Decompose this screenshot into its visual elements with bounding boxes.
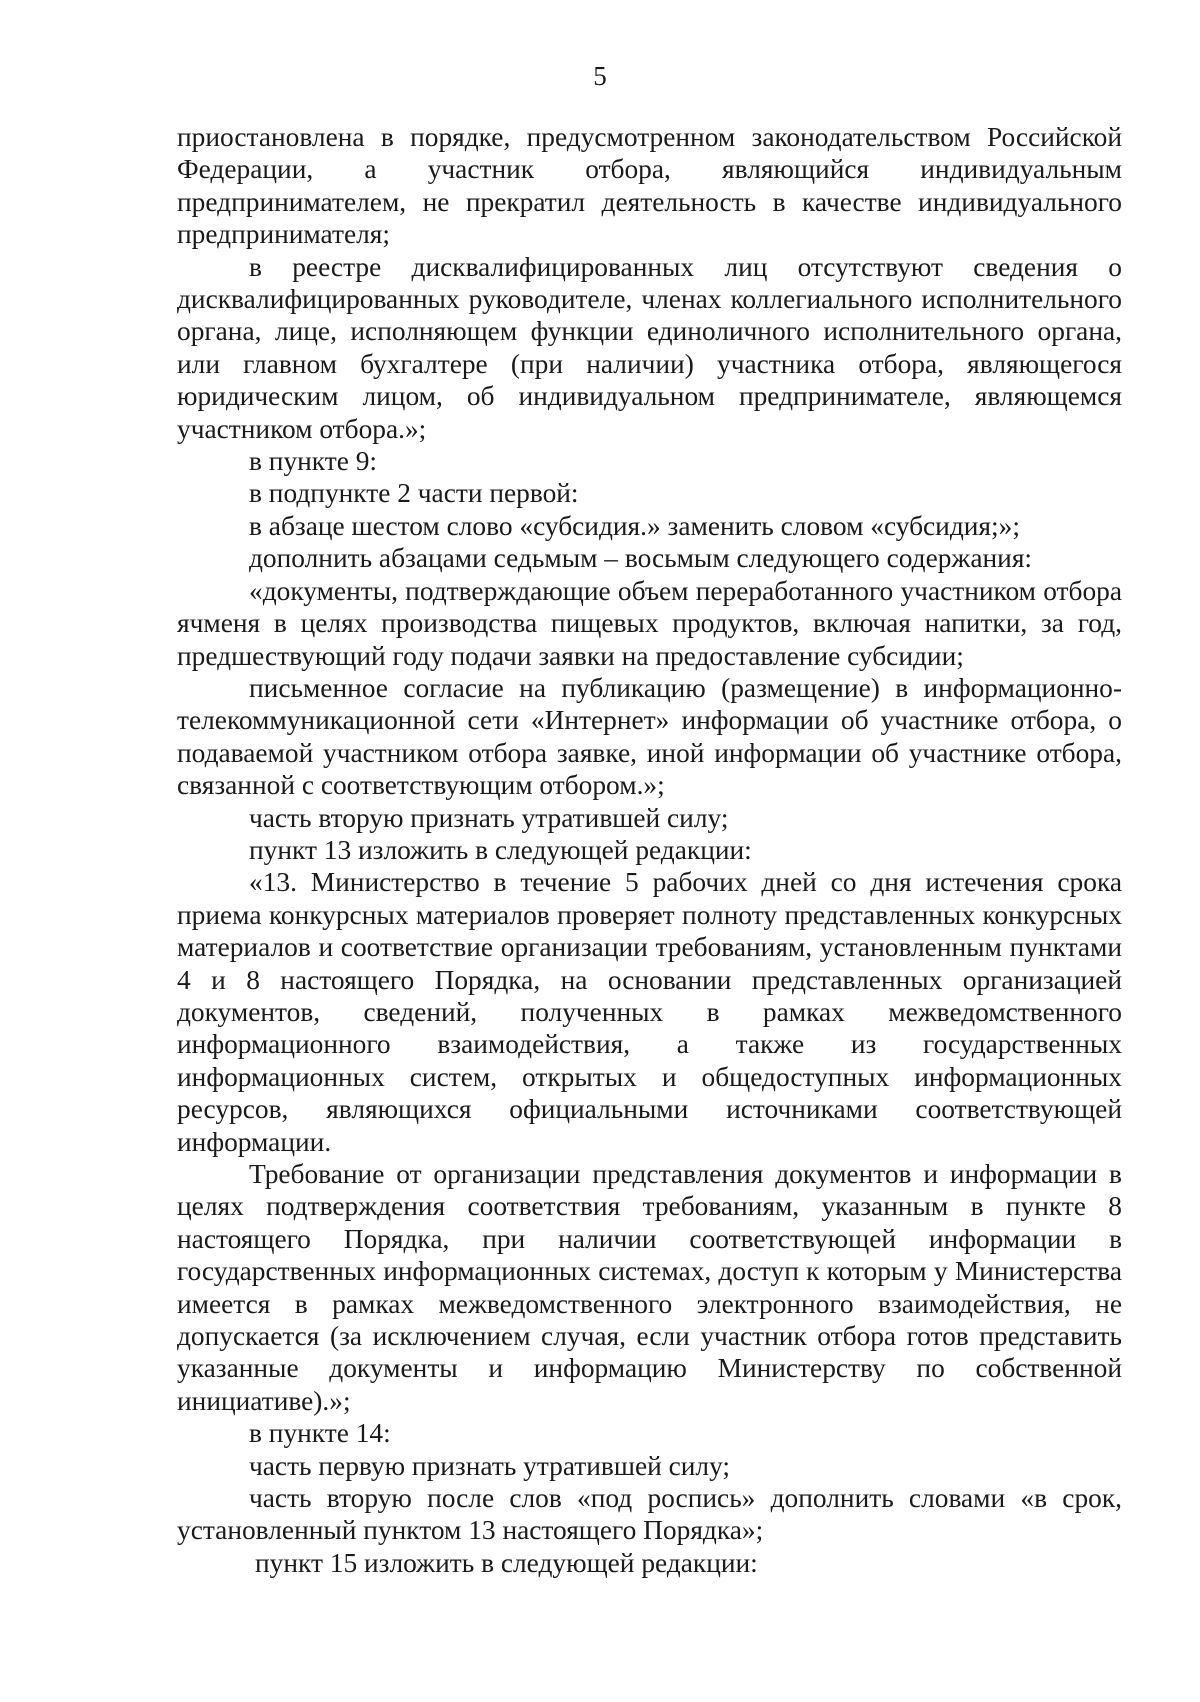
paragraph: «13. Министерство в течение 5 рабочих дней со дня истечения срока приема конкурсных материалов проверяет полноту представленных конкурсных материалов и соответствие организации требованиям, установленным пунктами 4 и 8 настоящего Порядка, на основании представленных организацией документов, сведений, полученных в рамках межведомственного информационного взаимодействия, а также из государственных информационных систем, открытых и общедоступных информационных ресурсов, являющихся официальными источниками соответствующей информации.: [177, 867, 1122, 1157]
paragraph: приостановлена в порядке, предусмотренном законодательством Российской Федерации, а участник отбора, являющийся индивидуальным предпринимателем, не прекратил деятельность в качестве индивидуального предпринимателя;: [177, 122, 1122, 250]
paragraph: часть вторую после слов «под роспись» дополнить словами «в срок, установленный пунктом 13 настоящего Порядка»;: [177, 1483, 1122, 1546]
paragraph: в абзаце шестом слово «субсидия.» заменить словом «субсидия;»;: [249, 510, 1020, 541]
document-body: [177, 121, 1122, 1579]
paragraph: пункт 15 изложить в следующей редакции:: [255, 1547, 758, 1578]
paragraph: дополнить абзацами седьмым – восьмым следующего содержания:: [249, 543, 1033, 574]
paragraph: в пункте 14:: [249, 1418, 391, 1449]
paragraph: Требование от организации представления документов и информации в целях подтверждения соответствия требованиям, указанным в пункте 8 настоящего Порядка, при наличии соответствующей информации в государственных информационных системах, доступ к которым у Министерства имеется в рамках межведомственного электронного взаимодействия, не допускается (за исключением случая, если участник отбора готов представить указанные документы и информацию Министерству по собственной инициативе).»;: [177, 1159, 1122, 1416]
paragraph: «документы, подтверждающие объем переработанного участником отбора ячменя в целях производства пищевых продуктов, включая напитки, за год, предшествующий году подачи заявки на предоставление субсидии;: [177, 575, 1122, 671]
paragraph: в подпункте 2 части первой:: [249, 478, 579, 509]
paragraph: письменное согласие на публикацию (размещение) в информационно-телекоммуникационной сети «Интернет» информации об участнике отбора, о подаваемой участником отбора заявке, иной информации об участнике отбора, связанной с соответствующим отбором.»;: [177, 672, 1122, 801]
page-number: 5: [593, 61, 607, 91]
paragraph: в пункте 9:: [249, 446, 378, 477]
paragraph: часть первую признать утратившей силу;: [249, 1450, 731, 1481]
paragraph: пункт 13 изложить в следующей редакции:: [249, 834, 752, 865]
paragraph: в реестре дисквалифицированных лиц отсутствуют сведения о дисквалифицированных руководителе, членах коллегиального исполнительного органа, лице, исполняющем функции единоличного исполнительного органа, или главном бухгалтере (при наличии) участника отбора, являющегося юридическим лицом, об индивидуальном предпринимателе, являющемся участником отбора.»;: [177, 251, 1122, 444]
paragraph: часть вторую признать утратившей силу;: [249, 802, 729, 833]
